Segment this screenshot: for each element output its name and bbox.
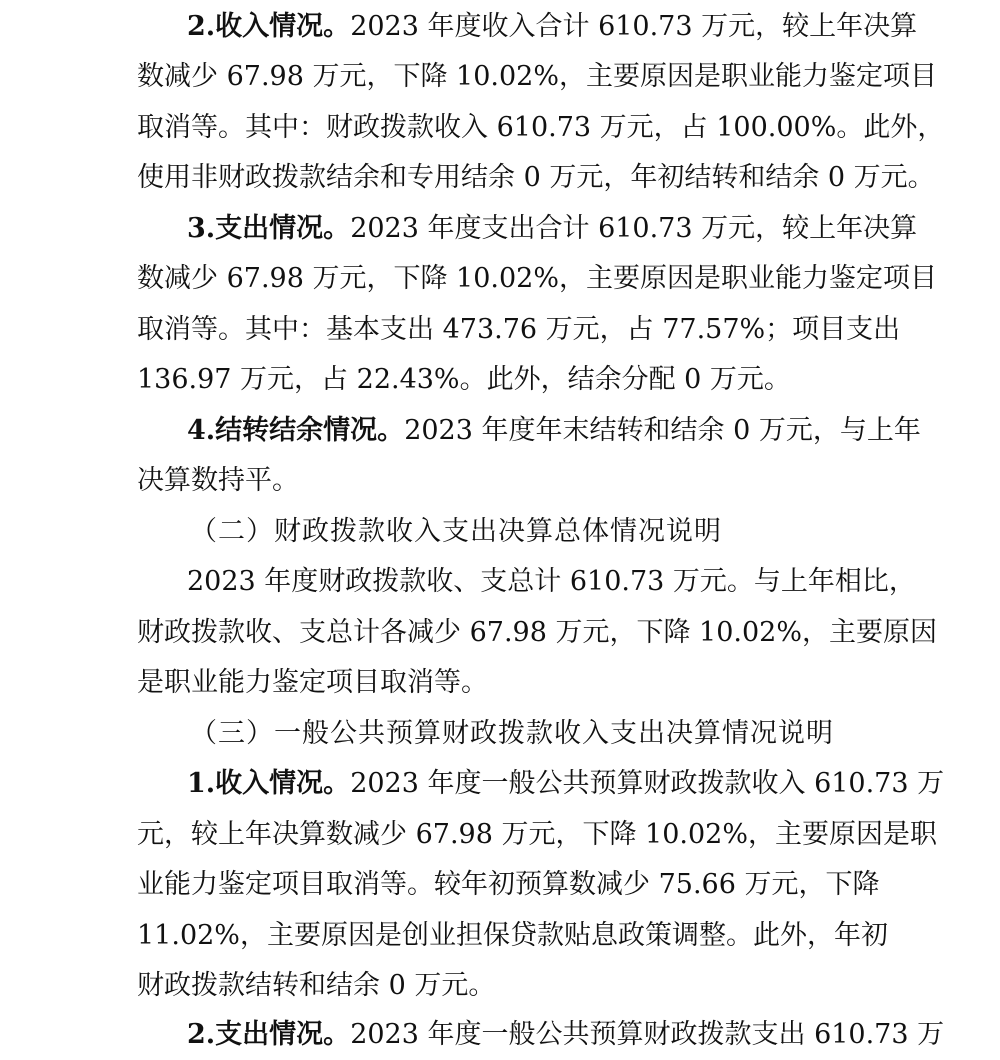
paragraph-line: 使用非财政拨款结余和专用结余 0 万元，年初结转和结余 0 万元。 bbox=[137, 162, 935, 193]
paragraph-line: 取消等。其中：基本支出 473.76 万元，占 77.57%；项目支出 bbox=[137, 314, 901, 345]
paragraph-line: 11.02%，主要原因是创业担保贷款贴息政策调整。此外，年初 bbox=[137, 920, 888, 951]
paragraph-line: 数减少 67.98 万元，下降 10.02%，主要原因是职业能力鉴定项目 bbox=[137, 61, 937, 92]
paragraph-heading: 2.收入情况。 bbox=[187, 11, 351, 42]
paragraph-heading: 4.结转结余情况。 bbox=[187, 415, 405, 446]
paragraph-line bbox=[187, 204, 918, 254]
paragraph-line bbox=[187, 759, 945, 809]
paragraph-line bbox=[187, 2, 918, 52]
paragraph-line: 业能力鉴定项目取消等。较年初预算数减少 75.66 万元，下降 bbox=[137, 869, 880, 900]
paragraph-heading: 2.支出情况。 bbox=[187, 1019, 351, 1050]
paragraph-heading: 3.支出情况。 bbox=[187, 213, 351, 244]
paragraph-line: 财政拨款结转和结余 0 万元。 bbox=[137, 970, 496, 1001]
section-heading: （三）一般公共预算财政拨款收入支出决算情况说明 bbox=[190, 718, 834, 749]
paragraph-text: 2023 年度一般公共预算财政拨款收入 610.73 万 bbox=[350, 768, 945, 799]
paragraph-text: 2023 年度支出合计 610.73 万元，较上年决算 bbox=[350, 213, 918, 244]
paragraph-line: 元，较上年决算数减少 67.98 万元，下降 10.02%，主要原因是职 bbox=[137, 819, 937, 850]
paragraph-line: 数减少 67.98 万元，下降 10.02%，主要原因是职业能力鉴定项目 bbox=[137, 263, 937, 294]
paragraph-line: 136.97 万元，占 22.43%。此外，结余分配 0 万元。 bbox=[137, 364, 791, 395]
paragraph-line bbox=[187, 406, 921, 456]
paragraph-line: 2023 年度财政拨款收、支总计 610.73 万元。与上年相比， bbox=[187, 566, 916, 597]
paragraph-line: 取消等。其中：财政拨款收入 610.73 万元，占 100.00%。此外， bbox=[137, 112, 945, 143]
paragraph-text: 2023 年度收入合计 610.73 万元，较上年决算 bbox=[350, 11, 918, 42]
paragraph-line: 决算数持平。 bbox=[137, 465, 299, 496]
paragraph-text: 2023 年度年末结转和结余 0 万元，与上年 bbox=[404, 415, 921, 446]
paragraph-line bbox=[187, 1010, 945, 1060]
section-heading: （二）财政拨款收入支出决算总体情况说明 bbox=[190, 516, 722, 547]
paragraph-text: 2023 年度一般公共预算财政拨款支出 610.73 万 bbox=[350, 1019, 945, 1050]
paragraph-line: 财政拨款收、支总计各减少 67.98 万元，下降 10.02%，主要原因 bbox=[137, 617, 937, 648]
paragraph-heading: 1.收入情况。 bbox=[187, 768, 351, 799]
paragraph-line: 是职业能力鉴定项目取消等。 bbox=[137, 667, 488, 698]
